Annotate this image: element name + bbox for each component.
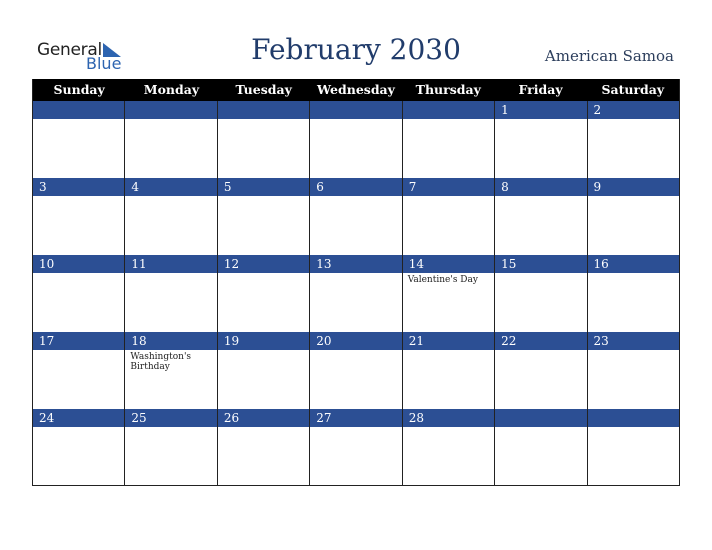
holiday-label (218, 273, 309, 275)
day-number: 24 (33, 409, 124, 427)
day-number: 7 (403, 178, 494, 196)
holiday-label (588, 350, 679, 352)
day-cell[interactable] (124, 101, 216, 178)
day-cell[interactable] (33, 255, 124, 332)
holiday-label (33, 427, 124, 429)
day-number: 25 (125, 409, 216, 427)
day-cell[interactable] (494, 101, 586, 178)
country-name: American Samoa (544, 47, 674, 65)
holiday-label (588, 196, 679, 198)
day-number: 12 (218, 255, 309, 273)
day-cell[interactable] (309, 178, 401, 255)
day-number (33, 101, 124, 119)
day-cell[interactable] (33, 409, 124, 486)
day-number: 23 (588, 332, 679, 350)
day-cell[interactable] (309, 409, 401, 486)
day-cell[interactable] (587, 332, 679, 409)
weekday-wednesday: Wednesday (317, 82, 395, 97)
week-row (33, 409, 679, 486)
day-cell[interactable] (124, 178, 216, 255)
day-number: 2 (588, 101, 679, 119)
day-number (403, 101, 494, 119)
day-cell[interactable] (494, 178, 586, 255)
weekday-tuesday: Tuesday (235, 82, 292, 97)
holiday-label (403, 119, 494, 121)
holiday-label (403, 350, 494, 352)
day-cell[interactable] (587, 101, 679, 178)
day-cell[interactable] (124, 409, 216, 486)
day-number: 19 (218, 332, 309, 350)
holiday-label (33, 350, 124, 352)
day-number: 5 (218, 178, 309, 196)
day-cell[interactable] (402, 255, 494, 332)
weeks-container (33, 101, 679, 486)
day-number: 14 (403, 255, 494, 273)
day-number: 15 (495, 255, 586, 273)
day-number (310, 101, 401, 119)
day-cell[interactable] (402, 409, 494, 486)
holiday-label (218, 427, 309, 429)
day-number: 16 (588, 255, 679, 273)
day-cell[interactable] (124, 255, 216, 332)
day-cell[interactable] (33, 332, 124, 409)
day-cell[interactable] (124, 332, 216, 409)
weekday-saturday: Saturday (601, 82, 665, 97)
holiday-label: Valentine's Day (407, 275, 478, 285)
weekday-monday: Monday (143, 82, 200, 97)
holiday-label (588, 119, 679, 121)
day-cell[interactable] (402, 332, 494, 409)
holiday-label (310, 427, 401, 429)
holiday-label (495, 196, 586, 198)
day-number: 26 (218, 409, 309, 427)
day-number: 22 (495, 332, 586, 350)
day-number (495, 409, 586, 427)
holiday-label (125, 119, 216, 121)
day-number: 10 (33, 255, 124, 273)
day-number: 17 (33, 332, 124, 350)
week-row (33, 255, 679, 332)
holiday-label (495, 273, 586, 275)
day-cell[interactable] (587, 409, 679, 486)
holiday-label (33, 273, 124, 275)
logo-general-text: General (37, 40, 102, 60)
day-number: 13 (310, 255, 401, 273)
day-cell[interactable] (587, 178, 679, 255)
day-cell[interactable] (494, 332, 586, 409)
holiday-label (218, 119, 309, 121)
day-number (588, 409, 679, 427)
day-cell[interactable] (402, 101, 494, 178)
day-number: 3 (33, 178, 124, 196)
holiday-label (403, 427, 494, 429)
day-cell[interactable] (309, 101, 401, 178)
day-cell[interactable] (217, 255, 309, 332)
holiday-label (588, 427, 679, 429)
holiday-label (310, 273, 401, 275)
holiday-label (33, 196, 124, 198)
day-cell[interactable] (217, 178, 309, 255)
day-number: 8 (495, 178, 586, 196)
week-row (33, 101, 679, 178)
day-cell[interactable] (494, 255, 586, 332)
holiday-label (495, 350, 586, 352)
weekday-sunday: Sunday (53, 82, 105, 97)
holiday-label (310, 119, 401, 121)
day-number: 1 (495, 101, 586, 119)
holiday-label (218, 196, 309, 198)
day-cell[interactable] (33, 178, 124, 255)
day-number: 27 (310, 409, 401, 427)
weekday-header (33, 79, 679, 101)
day-number: 6 (310, 178, 401, 196)
day-cell[interactable] (217, 332, 309, 409)
holiday-label: Washington's Birthday (130, 352, 192, 372)
holiday-label (588, 273, 679, 275)
week-row (33, 332, 679, 409)
holiday-label (495, 119, 586, 121)
holiday-label (495, 427, 586, 429)
day-cell[interactable] (587, 255, 679, 332)
day-cell[interactable] (217, 409, 309, 486)
day-cell[interactable] (494, 409, 586, 486)
holiday-label (33, 119, 124, 121)
day-number: 11 (125, 255, 216, 273)
day-number: 18 (125, 332, 216, 350)
holiday-label (403, 196, 494, 198)
calendar-title: February 2030 (251, 33, 461, 66)
day-number: 9 (588, 178, 679, 196)
day-cell[interactable] (309, 332, 401, 409)
weekday-friday: Friday (518, 82, 563, 97)
day-number: 20 (310, 332, 401, 350)
month-calendar (32, 79, 680, 486)
holiday-label (125, 196, 216, 198)
logo-blue-text: Blue (86, 54, 122, 73)
day-cell[interactable] (217, 101, 309, 178)
day-number: 28 (403, 409, 494, 427)
day-number (125, 101, 216, 119)
day-number: 4 (125, 178, 216, 196)
week-row (33, 178, 679, 255)
day-number: 21 (403, 332, 494, 350)
holiday-label (310, 350, 401, 352)
holiday-label (218, 350, 309, 352)
day-cell[interactable] (309, 255, 401, 332)
day-cell[interactable] (33, 101, 124, 178)
holiday-label (125, 273, 216, 275)
holiday-label (125, 427, 216, 429)
day-number (218, 101, 309, 119)
holiday-label (310, 196, 401, 198)
weekday-thursday: Thursday (415, 82, 481, 97)
day-cell[interactable] (402, 178, 494, 255)
